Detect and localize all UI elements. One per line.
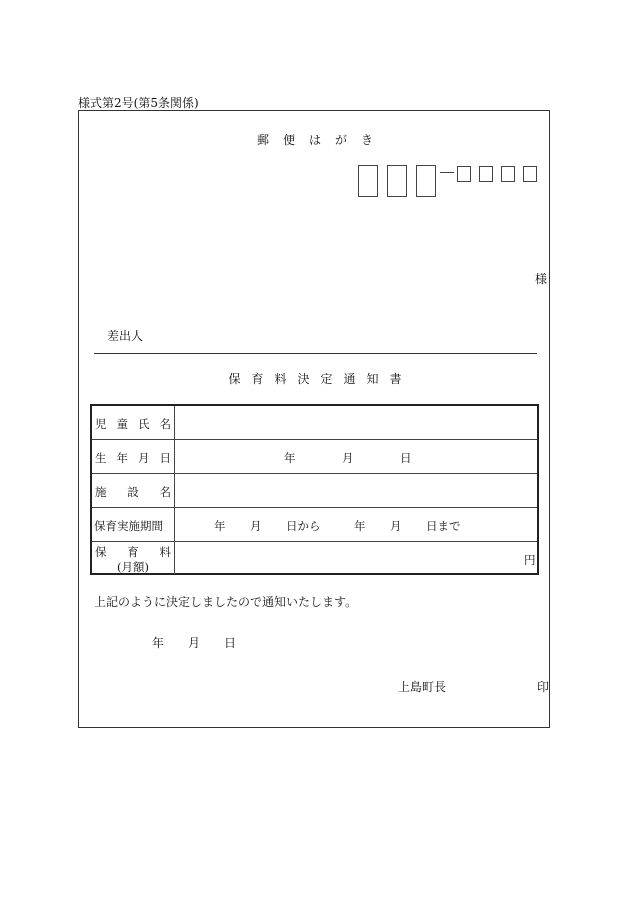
- label-char: 生: [95, 451, 107, 465]
- postal-code-box[interactable]: [358, 165, 378, 197]
- label-sub: (月額): [117, 560, 149, 574]
- sender-label: 差出人: [107, 329, 144, 343]
- period-start-day-unit: 日から: [286, 519, 321, 533]
- birth-day-unit: 日: [400, 451, 412, 465]
- label-char: 設: [127, 485, 139, 499]
- fee-unit: 円: [524, 553, 536, 567]
- issue-year-unit: 年: [152, 636, 165, 650]
- notice-body: 上記のように決定しましたので通知いたします。: [94, 595, 358, 609]
- postal-code-box[interactable]: [523, 166, 537, 182]
- care-period-label: 保育実施期間: [94, 519, 163, 533]
- row-label: [92, 542, 175, 575]
- period-end-day-unit: 日まで: [426, 519, 461, 533]
- postal-code-dash: [440, 172, 454, 173]
- label-char: 育: [127, 545, 139, 559]
- period-start-month-unit: 月: [250, 519, 262, 533]
- row-label: [92, 474, 175, 507]
- row-label: [92, 406, 175, 439]
- form-number-label: 様式第2号(第5条関係): [78, 96, 199, 110]
- label-char: 日: [159, 451, 171, 465]
- postal-code-box[interactable]: [457, 166, 471, 182]
- label-char: 児: [95, 417, 107, 431]
- table-row-monthly-fee: [92, 542, 537, 575]
- label-char: 月: [138, 451, 150, 465]
- label-char: 名: [159, 485, 171, 499]
- row-label: [92, 508, 175, 541]
- table-row-birthdate: [92, 440, 537, 474]
- postal-code-box[interactable]: [501, 166, 515, 182]
- notice-title: 保育料決定通知書: [228, 372, 413, 386]
- table-row-child-name: [92, 406, 537, 440]
- birth-year-unit: 年: [284, 451, 296, 465]
- label-char: 童: [116, 417, 128, 431]
- postal-code-box[interactable]: [479, 166, 493, 182]
- period-end-year-unit: 年: [354, 519, 366, 533]
- label-char: 名: [159, 417, 171, 431]
- seal-mark: 印: [537, 680, 550, 694]
- label-char: 料: [159, 545, 171, 559]
- issue-day-unit: 日: [224, 636, 237, 650]
- label-char: 施: [95, 485, 107, 499]
- postcard-header: 郵便はがき: [256, 133, 387, 147]
- postal-code-box[interactable]: [387, 165, 407, 197]
- period-start-year-unit: 年: [214, 519, 226, 533]
- separator-line: [94, 353, 537, 354]
- label-char: 保: [95, 545, 107, 559]
- table-row-facility: [92, 474, 537, 508]
- issue-month-unit: 月: [188, 636, 201, 650]
- label-char: 年: [116, 451, 128, 465]
- notice-table: [90, 404, 539, 575]
- period-end-month-unit: 月: [390, 519, 402, 533]
- label-char: 氏: [138, 417, 150, 431]
- postal-code-box[interactable]: [416, 165, 436, 197]
- row-label: [92, 440, 175, 473]
- table-row-care-period: [92, 508, 537, 542]
- addressee-suffix: 様: [535, 272, 548, 286]
- birth-month-unit: 月: [342, 451, 354, 465]
- issuer-name: 上島町長: [398, 680, 447, 694]
